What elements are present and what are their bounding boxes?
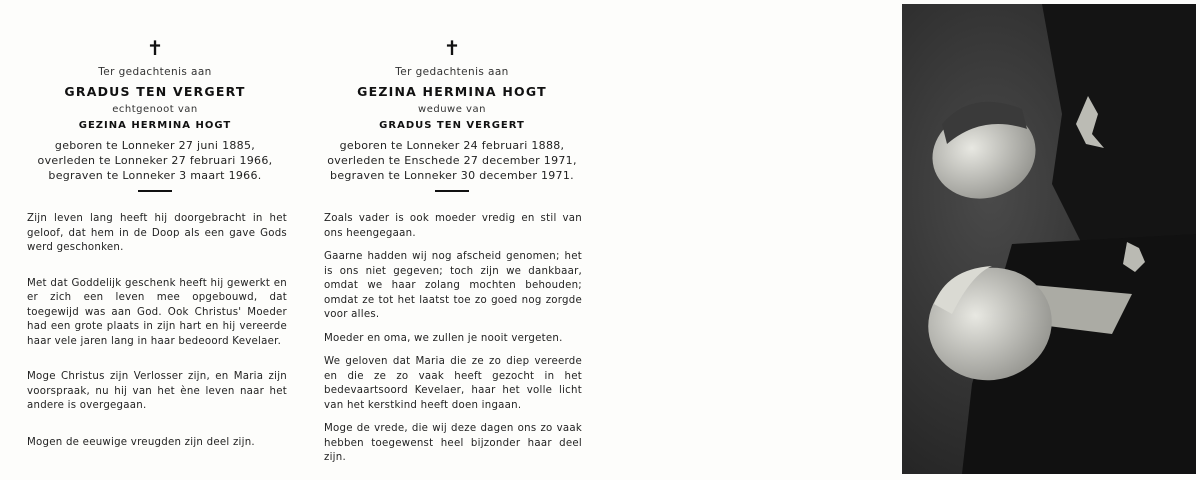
burial-line: begraven te Lonneker 3 maart 1966. [48,169,262,182]
intro-text: Ter gedachtenis aan [98,66,212,78]
couple-photo-illustration [902,4,1196,474]
relation-text: weduwe van [418,104,486,115]
couple-photo [902,4,1196,474]
death-line: overleden te Enschede 27 december 1971, [327,154,577,167]
life-dates [302,138,602,183]
memorial-text [324,212,582,475]
memorial-card-photo-side [600,0,1200,480]
deceased-name: GRADUS TEN VERGERT [64,84,246,99]
panel-header [5,38,305,192]
paragraph: Gaarne hadden wij nog afscheid genomen; het is ons niet gegeven; toch zijn we dankbaar, omdat we haar zolang mochten behouden; omdat ze tot het laatst toe zo goed nog zorgde voor alles. [324,251,582,320]
spouse-name: GRADUS TEN VERGERT [379,120,525,131]
memorial-text [27,212,287,450]
panel-header [302,38,602,192]
spouse-name: GEZINA HERMINA HOGT [78,120,232,131]
cross-icon: ✝ [146,36,164,60]
paragraph: Zijn leven lang heeft hij doorgebracht in het geloof, dat hem in de Doop als een gave Gods werd geschonken. [27,213,287,253]
divider-rule [138,190,172,192]
deceased-name: GEZINA HERMINA HOGT [357,84,547,99]
divider-rule [435,190,469,192]
life-dates [5,138,305,183]
panel-gradus [5,0,305,480]
paragraph: Zoals vader is ook moeder vredig en stil van ons heengegaan. [324,213,582,239]
burial-line: begraven te Lonneker 30 december 1971. [330,169,574,182]
birth-line: geboren te Lonneker 27 juni 1885, [54,139,256,152]
intro-text: Ter gedachtenis aan [395,66,509,78]
birth-line: geboren te Lonneker 24 februari 1888, [339,139,565,152]
death-line: overleden te Lonneker 27 februari 1966, [37,154,273,167]
paragraph: Moge Christus zijn Verlosser zijn, en Maria zijn voorspraak, nu hij van het ène leven naar het andere is overgegaan. [27,371,287,411]
paragraph: We geloven dat Maria die ze zo diep vereerde en die ze zo vaak heeft gezocht in het bedevaartsoord Kevelaer, haar het volle licht van het kerstkind heeft doen ingaan. [324,356,582,411]
paragraph: Moeder en oma, we zullen je nooit vergeten. [324,332,563,344]
cross-icon: ✝ [443,36,461,60]
panel-gezina [302,0,602,480]
relation-text: echtgenoot van [112,104,198,115]
paragraph: Met dat Goddelijk geschenk heeft hij gewerkt en er zich een leven mee opgebouwd, dat toegewijd was aan God. Ook Christus' Moeder had een grote plaats in zijn hart en hij vereerde haar vele jaren lang in haar bedeoord Kevelaer. [27,277,287,347]
paragraph: Moge de vrede, die wij deze dagen ons zo vaak hebben toegewenst heel bijzonder haar deel zijn. [324,423,582,463]
paragraph: Mogen de eeuwige vreugden zijn deel zijn. [27,436,255,448]
